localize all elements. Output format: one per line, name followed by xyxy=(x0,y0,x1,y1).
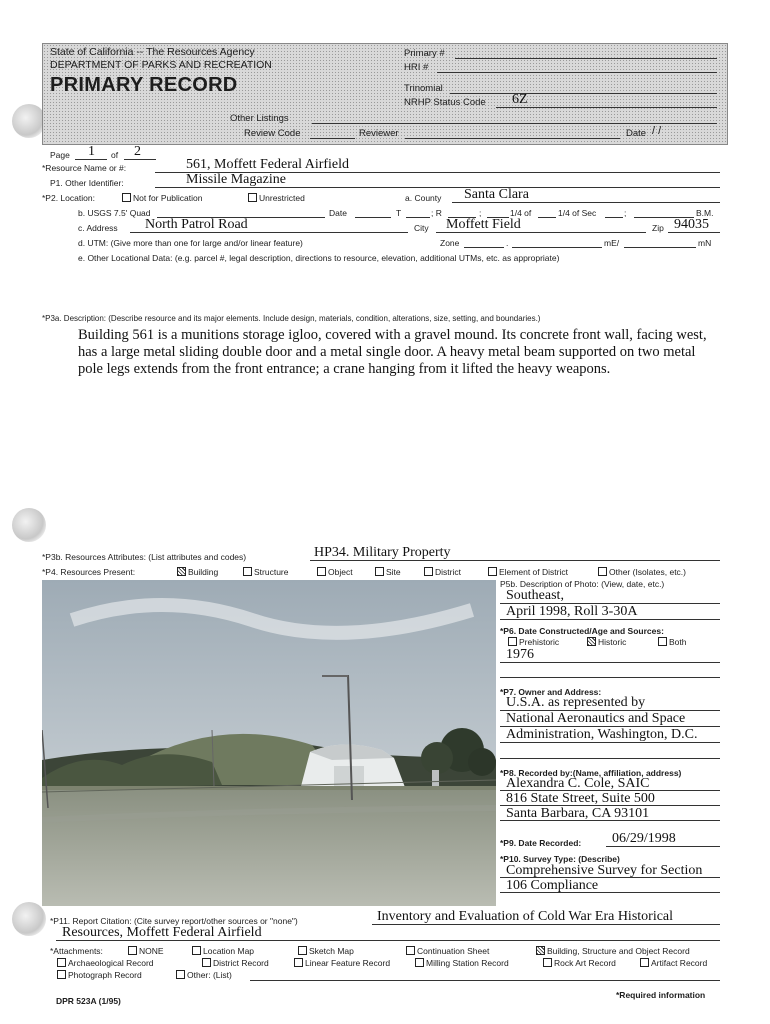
p4-site[interactable]: Site xyxy=(375,567,401,577)
me-label: mE/ xyxy=(604,238,620,248)
checkbox[interactable] xyxy=(128,946,137,955)
county-field[interactable] xyxy=(452,202,720,203)
p8-line: 816 State Street, Suite 500 xyxy=(506,791,655,806)
checkbox[interactable] xyxy=(317,567,326,576)
checkbox-checked[interactable] xyxy=(536,946,545,955)
resource-value: 561, Moffett Federal Airfield xyxy=(186,157,350,172)
checkbox[interactable] xyxy=(57,970,66,979)
city-value: Moffett Field xyxy=(446,217,521,232)
checkbox[interactable] xyxy=(543,958,552,967)
p5b-line2: April 1998, Roll 3-30A xyxy=(506,604,638,619)
quarter-field[interactable] xyxy=(538,217,556,218)
p8-field-2[interactable] xyxy=(500,805,720,806)
attach-artifact[interactable]: Artifact Record xyxy=(640,958,707,968)
p7-label: *P7. Owner and Address: xyxy=(500,687,602,697)
p10-label: *P10. Survey Type: (Describe) xyxy=(500,854,620,864)
attach-none[interactable]: NONE xyxy=(128,946,164,956)
county-label: a. County xyxy=(405,193,442,203)
primary-label: Primary # xyxy=(404,48,445,59)
p4-label: *P4. Resources Present: xyxy=(42,567,136,577)
resource-label: *Resource Name or #: xyxy=(42,163,127,173)
checkbox[interactable] xyxy=(375,567,384,576)
p9-label: *P9. Date Recorded: xyxy=(500,838,582,848)
sec-field[interactable] xyxy=(605,217,623,218)
p10-field-2[interactable] xyxy=(500,892,720,893)
total-line xyxy=(124,159,156,160)
p7-text xyxy=(506,695,698,743)
checkbox[interactable] xyxy=(508,637,517,646)
checkbox[interactable] xyxy=(415,958,424,967)
zip-label: Zip xyxy=(652,223,664,233)
address-field[interactable] xyxy=(130,232,408,233)
utm-label: d. UTM: (Give more than one for large and/or linear feature) xyxy=(78,238,303,248)
form-title: PRIMARY RECORD xyxy=(50,74,238,96)
attach-rock-art[interactable]: Rock Art Record xyxy=(543,958,616,968)
usgs-date-label: Date xyxy=(329,208,347,218)
attach-building-record[interactable]: Building, Structure and Object Record xyxy=(536,946,690,956)
p9-field[interactable] xyxy=(606,846,720,847)
date-label: Date xyxy=(626,128,647,139)
p11-label: *P11. Report Citation: (Cite survey report/other sources or "none") xyxy=(50,916,298,926)
date-value: / / xyxy=(652,125,662,137)
unrestricted[interactable]: Unrestricted xyxy=(248,193,305,203)
city-field[interactable] xyxy=(436,232,646,233)
p4-district[interactable]: District xyxy=(424,567,461,577)
checkbox[interactable] xyxy=(243,567,252,576)
usgs-date-field[interactable] xyxy=(355,217,391,218)
checkbox[interactable] xyxy=(488,567,497,576)
checkbox[interactable] xyxy=(424,567,433,576)
p4-other[interactable]: Other (Isolates, etc.) xyxy=(598,567,686,577)
p4-element[interactable]: Element of District xyxy=(488,567,568,577)
p5b-field-2[interactable] xyxy=(500,619,720,620)
p7-line: U.S.A. as represented by xyxy=(506,695,646,710)
p6-prehistoric[interactable]: Prehistoric xyxy=(508,637,559,647)
attach-district[interactable]: District Record xyxy=(202,958,269,968)
address-value: North Patrol Road xyxy=(145,217,248,232)
attach-milling-station[interactable]: Milling Station Record xyxy=(415,958,509,968)
mn-field[interactable] xyxy=(624,247,696,248)
p4-object[interactable]: Object xyxy=(317,567,353,577)
p9-value: 06/29/1998 xyxy=(612,831,676,846)
usgs-label: b. USGS 7.5' Quad xyxy=(78,208,151,218)
p7-field-3[interactable] xyxy=(500,742,720,743)
usgs-r-label: ; R xyxy=(431,208,442,218)
usgs-t-label: T xyxy=(396,208,402,218)
p8-text xyxy=(506,776,655,821)
zip-value: 94035 xyxy=(674,217,709,232)
page-total: 2 xyxy=(134,144,141,159)
checkbox[interactable] xyxy=(176,970,185,979)
p1-label: P1. Other Identifier: xyxy=(50,178,124,188)
attach-photograph[interactable]: Photograph Record xyxy=(57,970,142,980)
p3b-label: *P3b. Resources Attributes: (List attributes and codes) xyxy=(42,552,247,562)
punch-hole xyxy=(12,508,46,542)
p1-field[interactable] xyxy=(155,187,720,188)
p11-line1: Inventory and Evaluation of Cold War Era Historical xyxy=(377,909,674,924)
attach-other[interactable]: Other: (List) xyxy=(176,970,232,980)
p5b-line1: Southeast, xyxy=(506,588,564,603)
checkbox[interactable] xyxy=(658,637,667,646)
checkbox[interactable] xyxy=(640,958,649,967)
p11-line2: Resources, Moffett Federal Airfield xyxy=(62,925,262,940)
other-listings-label: Other Listings xyxy=(230,113,289,124)
p7-field-4[interactable] xyxy=(500,758,720,759)
checkbox[interactable] xyxy=(406,946,415,955)
nrhp-field[interactable] xyxy=(496,107,717,108)
attachments-label: *Attachments: xyxy=(50,946,103,956)
p10-line: Comprehensive Survey for Section xyxy=(506,863,703,878)
p10-field-1[interactable] xyxy=(500,877,720,878)
p6-historic[interactable]: Historic xyxy=(587,637,626,647)
p11-field-2[interactable] xyxy=(56,940,720,941)
checkbox[interactable] xyxy=(192,946,201,955)
reviewer-field[interactable] xyxy=(405,138,620,139)
p3b-value: HP34. Military Property xyxy=(314,545,451,560)
zone-dot: . xyxy=(506,238,509,248)
checkbox[interactable] xyxy=(57,958,66,967)
checkbox[interactable] xyxy=(248,193,257,202)
review-code-label: Review Code xyxy=(244,128,301,139)
p4-structure[interactable]: Structure xyxy=(243,567,289,577)
zip-field[interactable] xyxy=(668,232,720,233)
p6-both[interactable]: Both xyxy=(658,637,687,647)
punch-hole xyxy=(12,902,46,936)
page-label: Page xyxy=(50,150,70,160)
usgs-t-field[interactable] xyxy=(406,217,430,218)
attach-other-field[interactable] xyxy=(250,980,720,981)
quarter1-label: 1/4 of xyxy=(510,208,532,218)
bm-label: B.M. xyxy=(696,208,714,218)
p3a-line: has a large metal sliding double door and a metal single door. A heavy metal beam supported on two metal xyxy=(78,344,696,360)
p10-line: 106 Compliance xyxy=(506,878,599,893)
p6-value: 1976 xyxy=(506,647,534,662)
checkbox[interactable] xyxy=(122,193,131,202)
primary-field[interactable] xyxy=(455,58,717,59)
p3a-label: *P3a. Description: (Describe resource and its major elements. Include design, materials, condition, alterations, size, setting, and boundaries.) xyxy=(42,314,541,323)
punch-hole xyxy=(12,104,46,138)
checkbox[interactable] xyxy=(598,567,607,576)
page-line xyxy=(75,159,107,160)
trinomial-label: Trinomial xyxy=(404,83,443,94)
other-locational-label: e. Other Locational Data: (e.g. parcel #, legal description, directions to resource, elevation, additional UTMs, etc. as appropriate) xyxy=(78,253,560,263)
attach-linear-feature[interactable]: Linear Feature Record xyxy=(294,958,390,968)
nrhp-value: 6Z xyxy=(512,92,528,107)
p7-line: National Aeronautics and Space xyxy=(506,711,686,726)
attach-archaeological[interactable]: Archaeological Record xyxy=(57,958,154,968)
usgs-sep: ; xyxy=(479,208,482,218)
zone-label: Zone xyxy=(440,238,460,248)
hri-field[interactable] xyxy=(437,72,717,73)
p7-field-2[interactable] xyxy=(500,726,720,727)
form-id: DPR 523A (1/95) xyxy=(56,996,121,1006)
hri-label: HRI # xyxy=(404,62,429,73)
attach-location-map[interactable]: Location Map xyxy=(192,946,254,956)
p6-label: *P6. Date Constructed/Age and Sources: xyxy=(500,626,664,636)
agency-name: State of California -- The Resources Agency xyxy=(50,46,255,58)
p8-line: Santa Barbara, CA 93101 xyxy=(506,806,650,821)
p8-field-1[interactable] xyxy=(500,790,720,791)
trinomial-field[interactable] xyxy=(450,93,717,94)
p1-value: Missile Magazine xyxy=(186,172,286,187)
city-label: City xyxy=(414,223,429,233)
zone-field[interactable] xyxy=(464,247,504,248)
p6-field-2[interactable] xyxy=(500,677,720,678)
checkbox[interactable] xyxy=(294,958,303,967)
p6-field-1[interactable] xyxy=(500,662,720,663)
checkbox-checked[interactable] xyxy=(177,567,186,576)
p3a-text xyxy=(78,327,707,378)
attach-continuation-sheet[interactable]: Continuation Sheet xyxy=(406,946,489,956)
p3a-line: Building 561 is a munitions storage igloo, covered with a gravel mound. Its concrete front wall, facing west, xyxy=(78,327,707,343)
quarter2-label: 1/4 of Sec xyxy=(558,208,597,218)
required-note: *Required information xyxy=(616,990,706,1000)
reviewer-label: Reviewer xyxy=(359,128,399,139)
checkbox[interactable] xyxy=(298,946,307,955)
p8-field-3[interactable] xyxy=(500,820,720,821)
p2-label: *P2. Location: xyxy=(42,193,95,203)
other-listings-field[interactable] xyxy=(312,123,717,124)
p7-field-1[interactable] xyxy=(500,710,720,711)
p7-line: Administration, Washington, D.C. xyxy=(506,727,698,742)
resource-photo xyxy=(42,580,496,906)
p4-building[interactable]: Building xyxy=(177,567,218,577)
not-for-publication[interactable]: Not for Publication xyxy=(122,193,202,203)
address-label: c. Address xyxy=(78,223,118,233)
photo-igloo xyxy=(42,580,496,906)
p3a-line: pole legs extends from the front entrance; a crane hanging from it lifted the heavy weapons. xyxy=(78,361,611,377)
attach-sketch-map[interactable]: Sketch Map xyxy=(298,946,354,956)
nrhp-label: NRHP Status Code xyxy=(404,97,486,108)
p8-line: Alexandra C. Cole, SAIC xyxy=(506,776,650,791)
usgs-sep2: ; xyxy=(624,208,627,218)
p3b-field[interactable] xyxy=(310,560,720,561)
review-code-field[interactable] xyxy=(310,138,355,139)
checkbox[interactable] xyxy=(202,958,211,967)
checkbox-checked[interactable] xyxy=(587,637,596,646)
p5b-label: P5b. Description of Photo: (View, date, etc.) xyxy=(500,579,665,589)
page-of-label: of xyxy=(111,150,119,160)
mn-label: mN xyxy=(698,238,712,248)
p11-field-1[interactable] xyxy=(372,924,720,925)
page-current: 1 xyxy=(88,144,95,159)
department-name: DEPARTMENT OF PARKS AND RECREATION xyxy=(50,59,272,71)
p10-text xyxy=(506,863,702,893)
me-field[interactable] xyxy=(512,247,602,248)
county-value: Santa Clara xyxy=(464,187,529,202)
p8-label: *P8. Recorded by:(Name, affiliation, address) xyxy=(500,768,682,778)
